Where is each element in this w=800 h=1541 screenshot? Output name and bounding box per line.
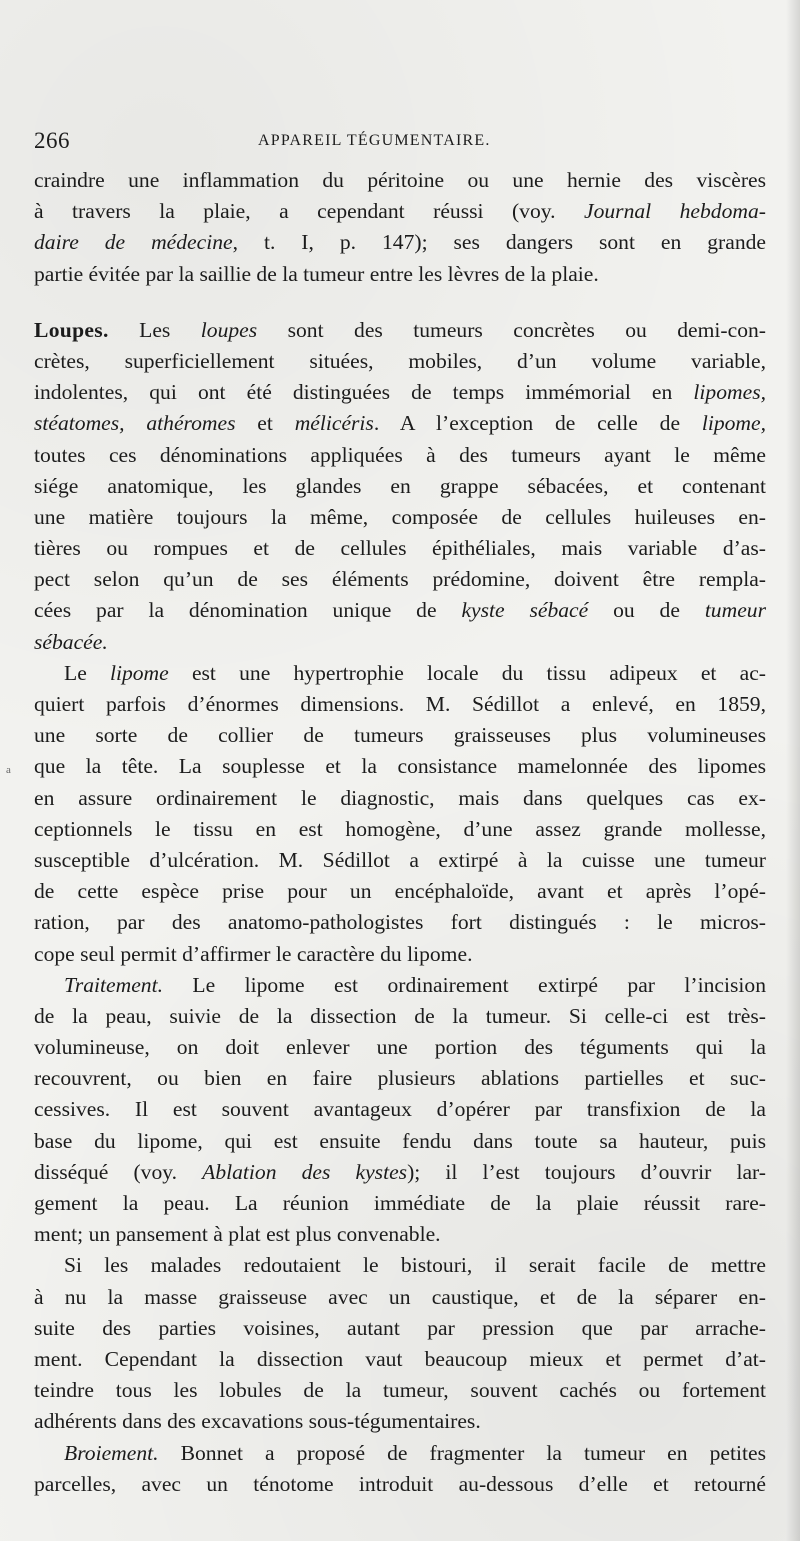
- text-line: [34, 1094, 766, 1125]
- text-line: [34, 876, 766, 907]
- text-line: [34, 1188, 766, 1219]
- text-run: base du lipome, qui est ensuite fendu dans toute sa hauteur, puis: [34, 1128, 766, 1153]
- text-run: une sorte de collier de tumeurs graisseuses plus volumineuses: [34, 723, 766, 748]
- italic-term: mélicéris: [294, 411, 374, 436]
- text-line: [34, 1438, 766, 1469]
- text-line: [34, 1001, 766, 1032]
- text-run: teindre tous les lobules de la tumeur, souvent cachés ou fortement: [34, 1378, 766, 1403]
- text-run: ceptionnels le tissu en est homogène, d’une assez grande mollesse,: [34, 816, 766, 841]
- text-line: [34, 627, 766, 658]
- text-run: crètes, superficiellement situées, mobiles, d’un volume variable,: [34, 348, 766, 373]
- italic-term: daire de médecine: [34, 230, 233, 255]
- text-run: cope seul permit d’affirmer le caractère du lipome.: [34, 941, 473, 966]
- section-heading: Loupes.: [34, 317, 109, 342]
- text-run: Les: [108, 317, 201, 342]
- text-line: [34, 533, 766, 564]
- text-line: [34, 377, 766, 408]
- text-line: [34, 1282, 766, 1313]
- text-line: [34, 1406, 766, 1437]
- text-run: que la tête. La souplesse et la consistance mamelonnée des lipomes: [34, 754, 766, 779]
- text-run: tières ou rompues et de cellules épithéliales, mais variable d’as-: [34, 536, 766, 561]
- text-run: recouvrent, ou bien en faire plusieurs ablations partielles et suc-: [34, 1066, 766, 1091]
- text-line: [34, 1219, 766, 1250]
- text-line: [34, 595, 766, 626]
- text-run: sont des tumeurs concrètes ou demi-con-: [257, 317, 766, 342]
- text-run: craindre une inflammation du péritoine ou une hernie des viscères: [34, 168, 766, 192]
- text-line: [34, 471, 766, 502]
- text-line: [34, 783, 766, 814]
- text-run: cessives. Il est souvent avantageux d’opérer par transfixion de la: [34, 1097, 766, 1122]
- text-run: pect selon qu’un de ses éléments prédomine, doivent être rempla-: [34, 567, 766, 592]
- text-line: [34, 502, 766, 533]
- italic-term: lipome,: [701, 411, 766, 436]
- text-run: parcelles, avec un ténotome introduit au-dessous d’elle et retourné: [34, 1471, 766, 1496]
- text-run: cées par la dénomination unique de: [34, 598, 462, 623]
- text-line: [34, 1313, 766, 1344]
- italic-term: sébacée.: [34, 629, 108, 654]
- text-line: [34, 1063, 766, 1094]
- text-run: partie évitée par la saillie de la tumeur entre les lèvres de la plaie.: [34, 261, 599, 286]
- paragraph-gap: [34, 290, 766, 315]
- text-run: , t. I, p. 147); ses dangers sont en grande: [232, 230, 767, 255]
- text-line: [34, 1157, 766, 1188]
- text-line: [34, 564, 766, 595]
- body-text: [34, 165, 766, 1500]
- italic-term: Ablation des kystes: [202, 1159, 408, 1184]
- italic-term: lipomes,: [693, 380, 766, 405]
- text-line: [34, 1469, 766, 1500]
- text-run: gement la peau. La réunion immédiate de la plaie réussit rare-: [34, 1191, 766, 1215]
- text-run: suite des parties voisines, autant par pression que par arrache-: [34, 1315, 766, 1340]
- text-run: Si les malades redoutaient le bistouri, il serait facile de mettre: [64, 1253, 766, 1278]
- italic-term: Traitement.: [64, 972, 163, 997]
- text-line: [34, 1032, 766, 1063]
- text-run: adhérents dans des excavations sous-tégumentaires.: [34, 1409, 481, 1434]
- text-line: [34, 346, 766, 377]
- text-line: [34, 751, 766, 782]
- text-line: [34, 196, 766, 227]
- text-line: [34, 939, 766, 970]
- italic-term: Broiement.: [64, 1440, 159, 1465]
- italic-term: kyste sébacé: [461, 598, 589, 623]
- text-line: [34, 1126, 766, 1157]
- text-line: [34, 970, 766, 1001]
- text-line: [34, 907, 766, 938]
- text-run: ration, par des anatomo-pathologistes fort distingués : le micros-: [34, 910, 766, 935]
- text-run: est une hypertrophie locale du tissu adipeux et ac-: [168, 660, 766, 685]
- text-run: quiert parfois d’énormes dimensions. M. Sédillot a enlevé, en 1859,: [34, 692, 766, 716]
- text-run: une matière toujours la même, composée de cellules huileuses en-: [34, 504, 766, 529]
- text-line: [34, 1375, 766, 1406]
- text-line: [34, 720, 766, 751]
- text-run: . A l’exception de celle de: [373, 411, 702, 436]
- text-run: de la peau, suivie de la dissection de la tumeur. Si celle-ci est très-: [34, 1003, 766, 1028]
- text-line: [34, 1250, 766, 1281]
- text-run: ou de: [588, 598, 705, 623]
- page-header: [34, 128, 754, 158]
- text-line: [34, 658, 766, 689]
- text-run: ment. Cependant la dissection vaut beaucoup mieux et permet d’at-: [34, 1346, 766, 1371]
- text-line: [34, 408, 766, 439]
- page-edge-shadow: [786, 0, 800, 1541]
- text-line: [34, 315, 766, 346]
- text-line: [34, 814, 766, 845]
- italic-term: tumeur: [704, 598, 766, 623]
- text-run: Le lipome est ordinairement extirpé par l’incision: [162, 972, 766, 997]
- italic-term: lipome: [109, 660, 169, 685]
- text-run: à nu la masse graisseuse avec un caustique, et de la séparer en-: [34, 1284, 766, 1309]
- text-run: siége anatomique, les glandes en grappe sébacées, et contenant: [34, 473, 766, 498]
- text-line: [34, 845, 766, 876]
- text-run: indolentes, qui ont été distinguées de temps immémorial en: [34, 380, 694, 405]
- text-run: et: [235, 411, 295, 436]
- text-line: [34, 440, 766, 471]
- italic-term: loupes: [200, 317, 258, 342]
- text-run: en assure ordinairement le diagnostic, mais dans quelques cas ex-: [34, 785, 766, 810]
- text-run: à travers la plaie, a cependant réussi (voy.: [34, 199, 584, 224]
- text-run: volumineuse, on doit enlever une portion des téguments qui la: [34, 1035, 766, 1060]
- text-run: Bonnet a proposé de fragmenter la tumeur en petites: [158, 1440, 766, 1465]
- text-run: disséqué (voy.: [34, 1159, 203, 1184]
- text-line: [34, 165, 766, 196]
- margin-mark: a: [6, 764, 11, 776]
- text-line: [34, 1344, 766, 1375]
- text-run: ment; un pansement à plat est plus convenable.: [34, 1222, 441, 1247]
- text-run: susceptible d’ulcération. M. Sédillot a extirpé à la cuisse une tumeur: [34, 847, 766, 872]
- italic-term: stéatomes, athéromes: [34, 411, 236, 436]
- text-run: ); il l’est toujours d’ouvrir lar-: [407, 1159, 766, 1184]
- italic-term: Journal hebdoma-: [584, 199, 766, 224]
- page-number: 266: [34, 128, 70, 153]
- running-title: APPAREIL TÉGUMENTAIRE.: [258, 132, 491, 149]
- text-run: toutes ces dénominations appliquées à des tumeurs ayant le même: [34, 442, 766, 467]
- text-line: [34, 259, 766, 290]
- text-line: [34, 689, 766, 720]
- text-run: de cette espèce prise pour un encéphaloïde, avant et après l’opé-: [34, 879, 766, 904]
- text-run: Le: [64, 660, 110, 685]
- text-line: [34, 227, 766, 258]
